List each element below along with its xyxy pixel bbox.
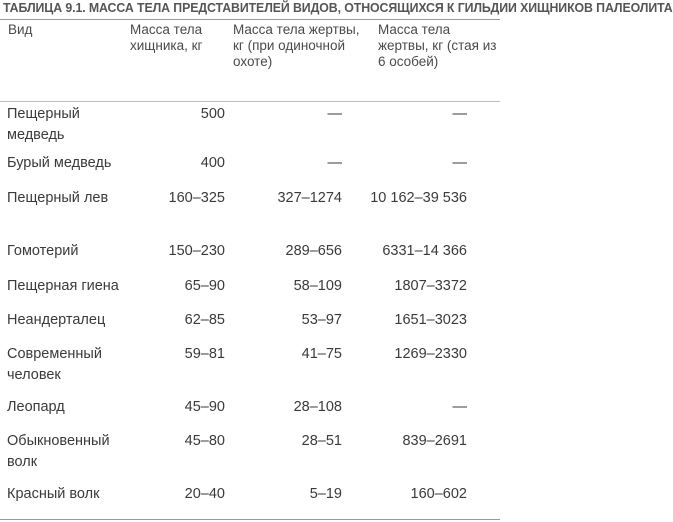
cell-prey-solo: 289–656 <box>285 243 342 259</box>
cell-predator-mass: 45–80 <box>184 433 225 449</box>
header-prey-mass-solo: Масса тела жертвы, кг (при одиночной охоте) <box>233 22 360 69</box>
cell-predator-mass: 150–230 <box>168 243 225 259</box>
table-title: ТАБЛИЦА 9.1. МАССА ТЕЛА ПРЕДСТАВИТЕЛЕЙ ВИДОВ, ОТНОСЯЩИХСЯ К ГИЛЬДИИ ХИЩНИКОВ ПАЛЕОЛИТА <box>3 1 673 15</box>
cell-species: Бурый медведь <box>7 155 112 171</box>
cell-species: Обыкновенный волк <box>7 433 110 470</box>
cell-prey-solo: 58–109 <box>293 278 342 294</box>
cell-prey-pack: 1807–3372 <box>394 278 467 294</box>
cell-prey-pack: 839–2691 <box>402 433 467 449</box>
cell-predator-mass: 20–40 <box>184 486 225 502</box>
cell-species: Современный человек <box>7 346 102 383</box>
cell-prey-solo: — <box>327 106 342 122</box>
header-predator-mass: Масса тела хищника, кг <box>130 22 203 53</box>
cell-predator-mass: 59–81 <box>184 346 225 362</box>
header-species: Вид <box>8 22 33 37</box>
cell-predator-mass: 62–85 <box>184 312 225 328</box>
cell-prey-pack: 6331–14 366 <box>382 243 467 259</box>
cell-species: Красный волк <box>7 486 100 502</box>
cell-prey-solo: — <box>327 155 342 171</box>
cell-prey-pack: — <box>452 106 467 122</box>
cell-predator-mass: 400 <box>200 155 225 171</box>
cell-species: Пещерный медведь <box>7 106 80 143</box>
cell-predator-mass: 160–325 <box>168 190 225 206</box>
cell-prey-solo: 327–1274 <box>277 190 342 206</box>
cell-species: Неандерталец <box>7 312 106 328</box>
cell-species: Леопард <box>7 399 65 415</box>
cell-species: Пещерная гиена <box>7 278 119 294</box>
cell-prey-solo: 28–108 <box>293 399 342 415</box>
cell-prey-solo: 53–97 <box>301 312 342 328</box>
cell-prey-solo: 5–19 <box>309 486 342 502</box>
cell-prey-pack: 1269–2330 <box>394 346 467 362</box>
cell-predator-mass: 500 <box>200 106 225 122</box>
cell-prey-solo: 28–51 <box>301 433 342 449</box>
header-rule <box>0 101 500 102</box>
cell-prey-pack: 10 162–39 536 <box>370 190 467 206</box>
cell-prey-pack: 160–602 <box>410 486 467 502</box>
bottom-rule <box>0 519 500 520</box>
top-rule <box>0 19 500 20</box>
cell-prey-pack: — <box>452 155 467 171</box>
cell-species: Пещерный лев <box>7 190 109 206</box>
cell-species: Гомотерий <box>7 243 79 259</box>
header-prey-mass-pack: Масса тела жертвы, кг (стая из 6 особей) <box>378 22 497 69</box>
cell-predator-mass: 45–90 <box>184 399 225 415</box>
cell-prey-pack: 1651–3023 <box>394 312 467 328</box>
cell-prey-solo: 41–75 <box>301 346 342 362</box>
cell-prey-pack: — <box>452 399 467 415</box>
cell-predator-mass: 65–90 <box>184 278 225 294</box>
